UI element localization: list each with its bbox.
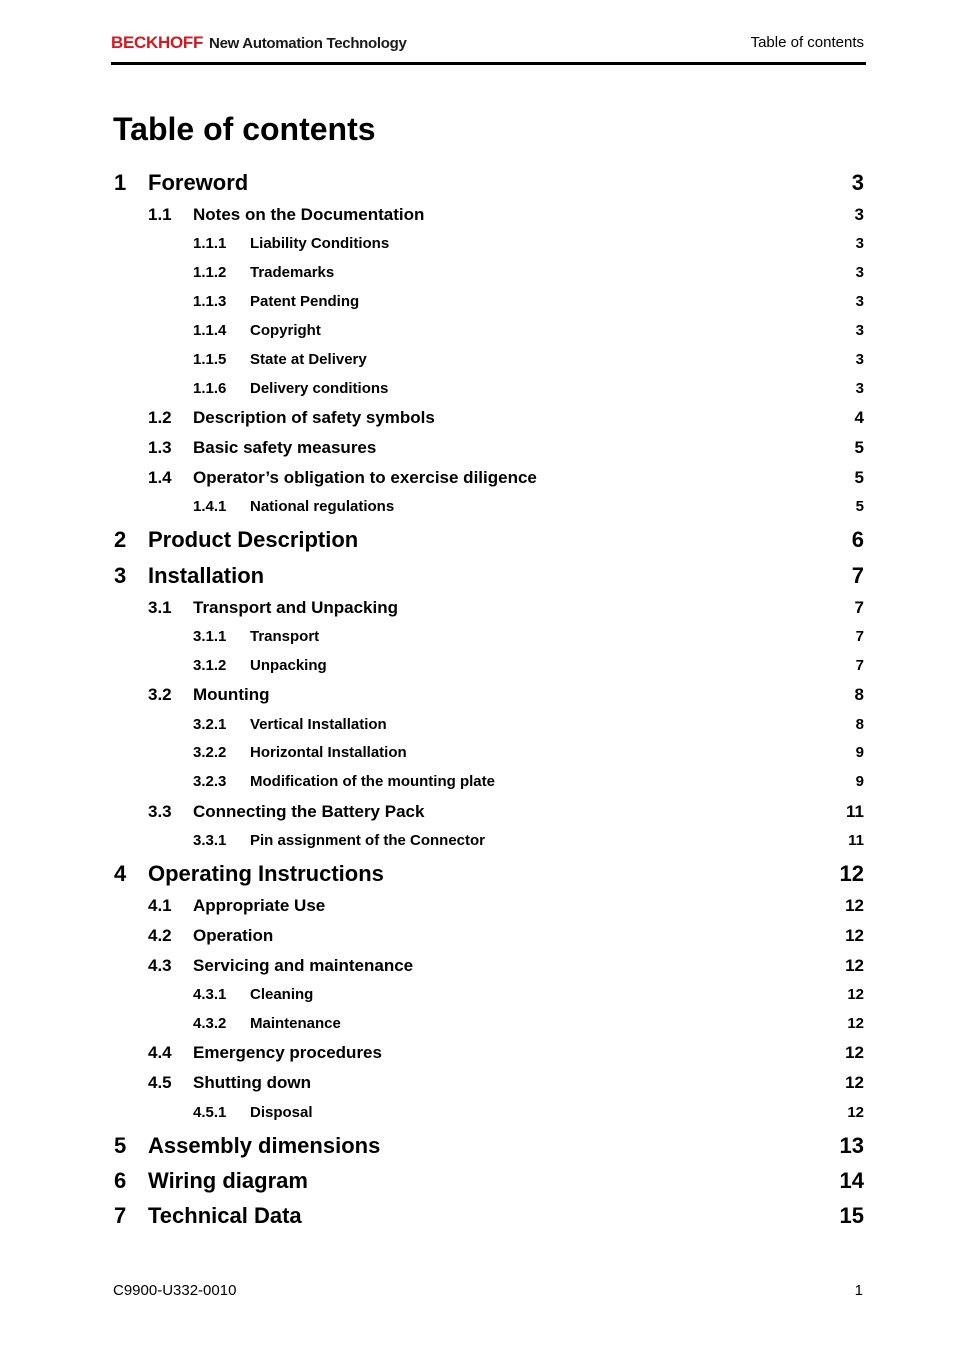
toc-entry[interactable] [113, 716, 864, 736]
toc-label: Trademarks [250, 264, 335, 281]
toc-entry[interactable] [113, 598, 864, 620]
toc-entry[interactable] [113, 1073, 864, 1095]
toc-entry[interactable] [113, 205, 864, 227]
toc-page: 13 [839, 1133, 864, 1158]
toc-page: 3 [855, 264, 864, 281]
toc-number: 1.1.3 [193, 293, 227, 310]
toc-number: 5 [114, 1133, 127, 1158]
toc-page: 3 [854, 205, 864, 224]
toc-entry[interactable] [113, 264, 864, 284]
toc-entry[interactable] [113, 773, 864, 793]
toc-entry[interactable] [113, 956, 864, 978]
toc-label: Maintenance [250, 1015, 341, 1032]
toc-number: 3.1 [148, 598, 172, 617]
toc-entry[interactable] [113, 1015, 864, 1035]
toc-page: 11 [848, 832, 864, 849]
toc-label: Technical Data [148, 1203, 302, 1228]
toc-entry[interactable] [113, 380, 864, 400]
toc-page: 12 [847, 986, 864, 1003]
toc-number: 1.1.4 [193, 322, 227, 339]
toc-label: Foreword [148, 170, 249, 195]
toc-entry[interactable] [113, 628, 864, 648]
toc-page: 3 [855, 322, 864, 339]
toc-number: 1.4.1 [193, 498, 227, 515]
toc-label: Product Description [148, 527, 359, 552]
toc-label: Notes on the Documentation [193, 205, 425, 224]
toc-entry[interactable] [113, 926, 864, 948]
toc-number: 4.3.1 [193, 986, 227, 1003]
toc-label: Operating Instructions [148, 861, 384, 886]
toc-entry[interactable] [113, 408, 864, 430]
toc-page: 12 [845, 926, 864, 945]
toc-number: 1 [114, 170, 127, 195]
toc-page: 12 [845, 896, 864, 915]
toc-entry[interactable] [113, 832, 864, 852]
toc-page: 5 [854, 468, 864, 487]
header-section-title: Table of contents [750, 34, 864, 51]
toc-entry[interactable] [113, 170, 864, 196]
toc-entry[interactable] [113, 527, 864, 553]
toc-entry[interactable] [113, 744, 864, 764]
toc-entry[interactable] [113, 896, 864, 918]
toc-number: 1.3 [148, 438, 172, 457]
toc-number: 3.1.2 [193, 657, 227, 674]
toc-entry[interactable] [113, 657, 864, 677]
toc-entry[interactable] [113, 438, 864, 460]
toc-label: Shutting down [193, 1073, 312, 1092]
toc-number: 3.3 [148, 802, 172, 821]
toc-label: Pin assignment of the Connector [250, 832, 486, 849]
toc-page: 12 [845, 1043, 864, 1062]
toc-label: Modification of the mounting plate [250, 773, 495, 790]
header-divider [111, 62, 866, 65]
toc-page: 7 [855, 628, 864, 645]
toc-page: 15 [839, 1203, 864, 1228]
toc-page: 7 [855, 657, 864, 674]
toc-label: Unpacking [250, 657, 327, 674]
toc-label: Servicing and maintenance [193, 956, 414, 975]
toc-label: Vertical Installation [250, 716, 387, 733]
toc-page: 5 [854, 438, 864, 457]
toc-entry[interactable] [113, 322, 864, 342]
toc-number: 4.3 [148, 956, 172, 975]
toc-label: Assembly dimensions [148, 1133, 381, 1158]
toc-number: 3.2.1 [193, 716, 227, 733]
toc-entry[interactable] [113, 802, 864, 824]
toc-page: 3 [855, 293, 864, 310]
toc-entry[interactable] [113, 861, 864, 887]
toc-entry[interactable] [113, 498, 864, 518]
toc-number: 1.2 [148, 408, 172, 427]
toc-entry[interactable] [113, 235, 864, 255]
toc-number: 3 [114, 563, 127, 588]
toc-label: Description of safety symbols [193, 408, 435, 427]
toc-label: Horizontal Installation [250, 744, 407, 761]
logo-brand: BECKHOFF [111, 33, 204, 52]
toc-number: 3.2.2 [193, 744, 227, 761]
toc-label: Patent Pending [250, 293, 360, 310]
toc-label: Emergency procedures [193, 1043, 382, 1062]
toc-page: 12 [839, 861, 864, 886]
toc-number: 7 [114, 1203, 127, 1228]
toc-page: 12 [845, 1073, 864, 1092]
toc-page: 9 [855, 773, 864, 790]
toc-number: 3.1.1 [193, 628, 227, 645]
toc-page: 8 [855, 716, 864, 733]
toc-page: 12 [847, 1015, 864, 1032]
toc-page: 5 [855, 498, 864, 515]
toc-page: 3 [851, 170, 864, 195]
toc-entry[interactable] [113, 986, 864, 1006]
toc-number: 3.3.1 [193, 832, 227, 849]
toc-number: 1.1.6 [193, 380, 227, 397]
toc-number: 3.2.3 [193, 773, 227, 790]
toc-entry[interactable] [113, 1104, 864, 1124]
toc-number: 4.2 [148, 926, 172, 945]
toc-page: 4 [854, 408, 864, 427]
toc-label: Copyright [250, 322, 321, 339]
toc-page: 3 [855, 380, 864, 397]
toc-entry[interactable] [113, 1133, 864, 1159]
toc-label: Mounting [193, 685, 270, 704]
toc-page: 3 [855, 351, 864, 368]
toc-label: Disposal [250, 1104, 313, 1121]
toc-label: State at Delivery [250, 351, 367, 368]
toc-label: Operation [193, 926, 274, 945]
footer-document-code: C9900-U332-0010 [113, 1282, 237, 1299]
toc-label: Liability Conditions [250, 235, 390, 252]
toc-label: Wiring diagram [148, 1168, 308, 1193]
toc-page: 8 [854, 685, 864, 704]
toc-entry[interactable] [113, 563, 864, 589]
toc-entry[interactable] [113, 293, 864, 313]
toc-label: Connecting the Battery Pack [193, 802, 425, 821]
toc-number: 4 [114, 861, 127, 886]
toc-entry[interactable] [113, 1203, 864, 1229]
toc-label: Delivery conditions [250, 380, 389, 397]
toc-number: 1.1.1 [193, 235, 227, 252]
toc-label: Operator’s obligation to exercise diligence [193, 468, 537, 487]
page-header [111, 30, 866, 62]
toc-page: 9 [855, 744, 864, 761]
footer-page-number: 1 [854, 1282, 863, 1299]
toc-page: 6 [851, 527, 864, 552]
toc-page: 3 [855, 235, 864, 252]
toc-number: 4.5 [148, 1073, 172, 1092]
toc-number: 1.1.2 [193, 264, 227, 281]
logo-tagline: New Automation Technology [209, 35, 407, 52]
toc-label: Transport [250, 628, 320, 645]
toc-page: 14 [839, 1168, 864, 1193]
toc-page: 7 [851, 563, 864, 588]
toc-number: 1.4 [148, 468, 172, 487]
toc-number: 6 [114, 1168, 127, 1193]
toc-label: Cleaning [250, 986, 314, 1003]
toc-number: 2 [114, 527, 127, 552]
toc-entry[interactable] [113, 685, 864, 707]
toc-page: 11 [846, 802, 864, 821]
toc-entry[interactable] [113, 1168, 864, 1194]
toc-label: Appropriate Use [193, 896, 326, 915]
toc-page: 12 [845, 956, 864, 975]
toc-number: 4.4 [148, 1043, 172, 1062]
toc-number: 4.5.1 [193, 1104, 227, 1121]
toc-number: 1.1.5 [193, 351, 227, 368]
toc-number: 1.1 [148, 205, 172, 224]
toc-page: 12 [847, 1104, 864, 1121]
toc-label: Installation [148, 563, 265, 588]
toc-entry[interactable] [113, 1043, 864, 1065]
toc-page: 7 [854, 598, 864, 617]
toc-label: National regulations [250, 498, 395, 515]
toc-label: Transport and Unpacking [193, 598, 398, 617]
toc-entry[interactable] [113, 468, 864, 490]
page-title: Table of contents [113, 111, 376, 147]
toc-label: Basic safety measures [193, 438, 377, 457]
toc-number: 4.1 [148, 896, 172, 915]
toc-number: 3.2 [148, 685, 172, 704]
beckhoff-logo [111, 33, 407, 53]
toc-number: 4.3.2 [193, 1015, 227, 1032]
toc-entry[interactable] [113, 351, 864, 371]
